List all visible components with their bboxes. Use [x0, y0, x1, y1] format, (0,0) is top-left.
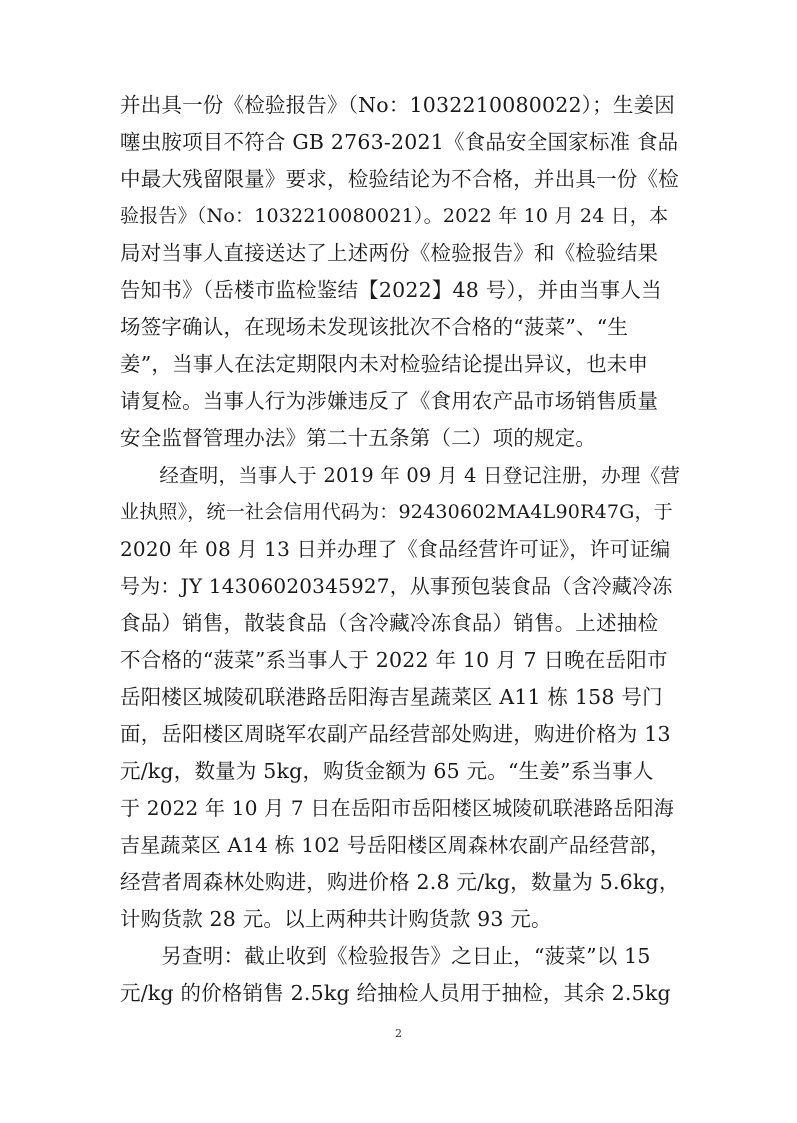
paragraph-line: 计购货款 28 元。以上两种共计购货款 93 元。 [120, 907, 552, 931]
paragraph-line: 业执照》，统一社会信用代码为：92430602MA4L90R47G，于 [120, 501, 673, 523]
paragraph-line: 噻虫胺项目不符合 GB 2763-2021《食品安全国家标准 食品 [120, 130, 679, 154]
paragraph-line: 经查明，当事人于 2019 年 09 月 4 日登记注册，办理《营 [120, 464, 681, 487]
page-number: 2 [395, 1027, 402, 1040]
paragraph-line: 场签字确认，在现场未发现该批次不合格的“菠菜”、“生 [120, 315, 629, 339]
paragraph-line: 安全监督管理办法》第二十五条第（二）项的规定。 [120, 426, 597, 450]
paragraph-line: 姜”，当事人在法定期限内未对检验结论提出异议，也未申 [120, 352, 649, 376]
paragraph-line: 食品）销售，散装食品（含冷藏冷冻食品）销售。上述抽检 [120, 611, 659, 635]
paragraph-line: 于 2022 年 10 月 7 日在岳阳市岳阳楼区城陵矶联港路岳阳海 [120, 796, 675, 820]
paragraph-line: 岳阳楼区城陵矶联港路岳阳海吉星蔬菜区 A11 栋 158 号门 [120, 685, 663, 709]
paragraph-line: 验报告》（No：1032210080021）。2022 年 10 月 24 日，本 [120, 205, 669, 227]
paragraph-line: 吉星蔬菜区 A14 栋 102 号岳阳楼区周森林农副产品经营部， [120, 833, 670, 857]
paragraph-line: 请复检。当事人行为涉嫌违反了《食用农产品市场销售质量 [120, 389, 659, 413]
paragraph-line: 告知书》（岳楼市监检鉴结【2022】48 号），并由当事人当 [120, 278, 662, 302]
paragraph-line: 局对当事人直接送达了上述两份《检验报告》和《检验结果 [120, 241, 659, 265]
paragraph-line: 另查明：截止收到《检验报告》之日止，“菠菜”以 15 [120, 944, 651, 968]
paragraph-line: 面，岳阳楼区周晓军农副产品经营部处购进，购进价格为 13 [120, 722, 671, 746]
paragraph-line: 中最大残留限量》要求，检验结论为不合格，并出具一份《检 [120, 167, 679, 191]
paragraph-line: 元/kg，数量为 5kg，购货金额为 65 元。“生姜”系当事人 [120, 759, 654, 783]
paragraph-line: 并出具一份《检验报告》（No：1032210080022）；生姜因 [120, 93, 675, 117]
paragraph-line: 2020 年 08 月 13 日并办理了《食品经营许可证》，许可证编 [120, 537, 671, 561]
paragraph-line: 号为：JY 14306020345927，从事预包装食品（含冷藏冷冻 [120, 574, 673, 598]
paragraph-line: 不合格的“菠菜”系当事人于 2022 年 10 月 7 日晚在岳阳市 [120, 648, 668, 672]
paragraph-line: 元/kg 的价格销售 2.5kg 给抽检人员用于抽检，其余 2.5kg [120, 981, 671, 1005]
paragraph-line: 经营者周森林处购进，购进价格 2.8 元/kg，数量为 5.6kg， [120, 870, 680, 894]
